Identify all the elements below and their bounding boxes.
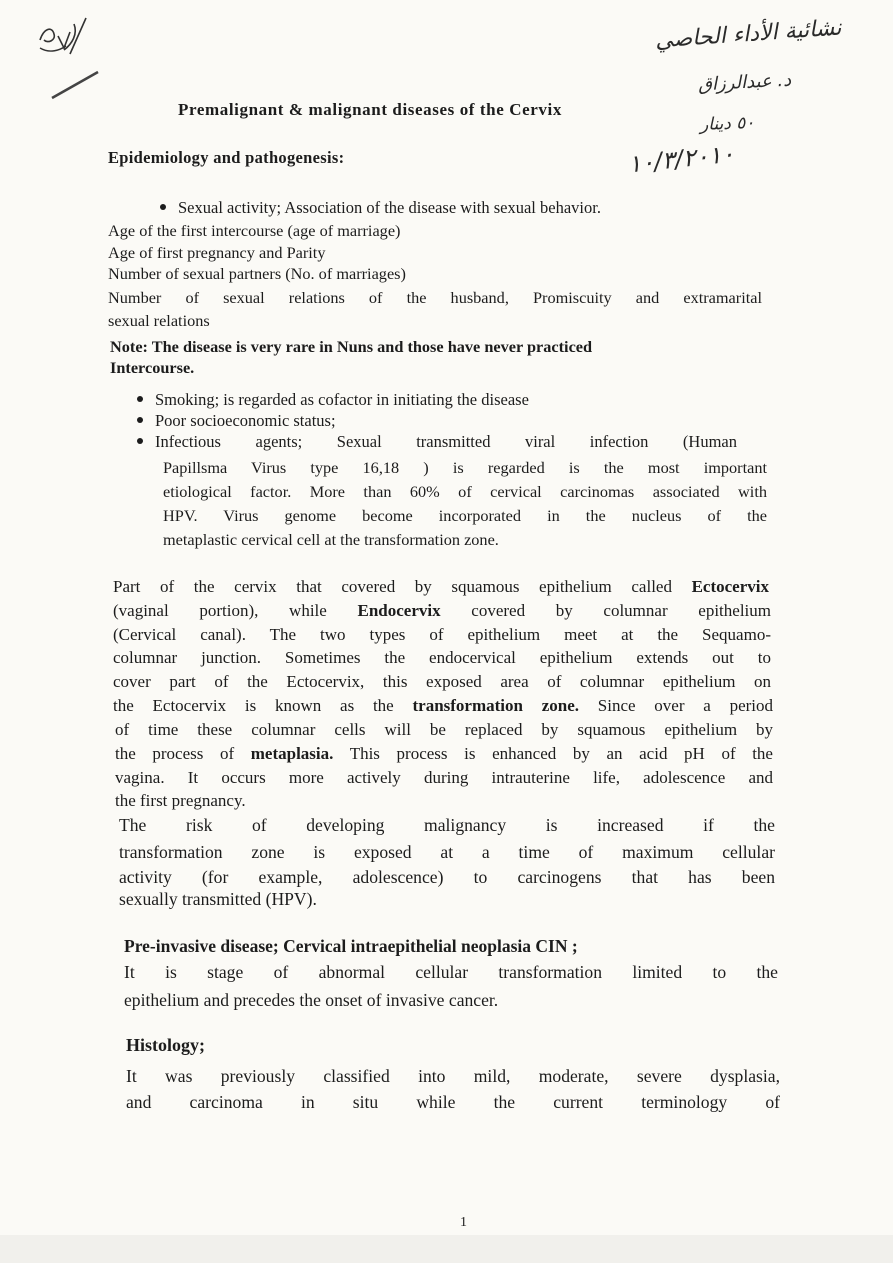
- list-line: sexual relations: [108, 311, 210, 330]
- paragraph-line: It was previously classified into mild, moderate, severe dysplasia,: [126, 1066, 780, 1086]
- paragraph-line: transformation zone is exposed at a time of maximum cellular: [119, 842, 775, 862]
- paragraph-line: cover part of the Ectocervix, this exposed area of columnar epithelium on: [113, 672, 771, 691]
- handwritten-note: د. عبدالرزاق: [697, 69, 792, 96]
- paragraph-line: the first pregnancy.: [115, 791, 246, 810]
- paragraph-line: Part of the cervix that covered by squamous epithelium called Ectocervix: [113, 577, 769, 596]
- bullet-item: Smoking; is regarded as cofactor in initiating the disease: [137, 390, 529, 410]
- note-line: Intercourse.: [110, 358, 195, 377]
- paragraph-line: columnar junction. Sometimes the endocervical epithelium extends out to: [113, 648, 771, 667]
- handwritten-date: ١٠/٣/٢٠١٠: [626, 139, 736, 179]
- bullet-continuation: HPV. Virus genome become incorporated in the nucleus of the: [163, 506, 767, 525]
- document-title: Premalignant & malignant diseases of the Cervix: [178, 100, 562, 119]
- bullet-item: Infectious agents; Sexual transmitted viral infection (Human: [137, 432, 737, 452]
- section-heading-epidemiology: Epidemiology and pathogenesis:: [108, 148, 345, 167]
- bullet-continuation: Papillsma Virus type 16,18 ) is regarded is the most important: [163, 458, 767, 477]
- bullet-icon: [137, 417, 143, 423]
- page-edge: [0, 1235, 893, 1263]
- paragraph-line: sexually transmitted (HPV).: [119, 889, 317, 909]
- handwritten-mark: [30, 10, 115, 110]
- paragraph-line: (vaginal portion), while Endocervix covered by columnar epithelium: [113, 601, 771, 620]
- paragraph-line: of time these columnar cells will be replaced by squamous epithelium by: [115, 720, 773, 739]
- note-line: Note: The disease is very rare in Nuns and those have never practiced: [110, 337, 593, 356]
- bullet-icon: [160, 204, 166, 210]
- list-line: Age of the first intercourse (age of marriage): [108, 221, 401, 240]
- bullet-continuation: etiological factor. More than 60% of cervical carcinomas associated with: [163, 482, 767, 501]
- paragraph-line: the Ectocervix is known as the transformation zone. Since over a period: [113, 696, 774, 715]
- bullet-icon: [137, 438, 143, 444]
- paragraph-line: epithelium and precedes the onset of invasive cancer.: [124, 990, 499, 1010]
- section-heading-preinvasive: Pre-invasive disease; Cervical intraepithelial neoplasia CIN ;: [124, 936, 578, 956]
- paragraph-line: and carcinoma in situ while the current terminology of: [126, 1092, 780, 1112]
- page-number: 1: [460, 1215, 467, 1230]
- bullet-item: Poor socioeconomic status;: [137, 411, 336, 431]
- list-line: Age of first pregnancy and Parity: [108, 243, 326, 262]
- paragraph-line: (Cervical canal). The two types of epithelium meet at the Sequamo-: [113, 625, 771, 644]
- paragraph-line: the process of metaplasia. This process is enhanced by an acid pH of the: [115, 744, 773, 763]
- bullet-continuation: metaplastic cervical cell at the transformation zone.: [163, 530, 499, 549]
- bullet-icon: [137, 396, 143, 402]
- list-line: Number of sexual partners (No. of marriages): [108, 264, 406, 283]
- handwritten-note: ٥٠ دينار: [699, 113, 755, 135]
- section-heading-histology: Histology;: [126, 1035, 205, 1055]
- paragraph-line: activity (for example, adolescence) to carcinogens that has been: [119, 867, 775, 887]
- list-line: Number of sexual relations of the husband, Promiscuity and extramarital: [108, 288, 762, 307]
- bullet-item: Sexual activity; Association of the disease with sexual behavior.: [160, 198, 601, 218]
- paragraph-line: vagina. It occurs more actively during intrauterine life, adolescence and: [115, 768, 773, 787]
- paragraph-line: The risk of developing malignancy is increased if the: [119, 815, 775, 835]
- paragraph-line: It is stage of abnormal cellular transformation limited to the: [124, 962, 778, 982]
- handwritten-note: نشائية الأداء الحاصي: [654, 15, 843, 54]
